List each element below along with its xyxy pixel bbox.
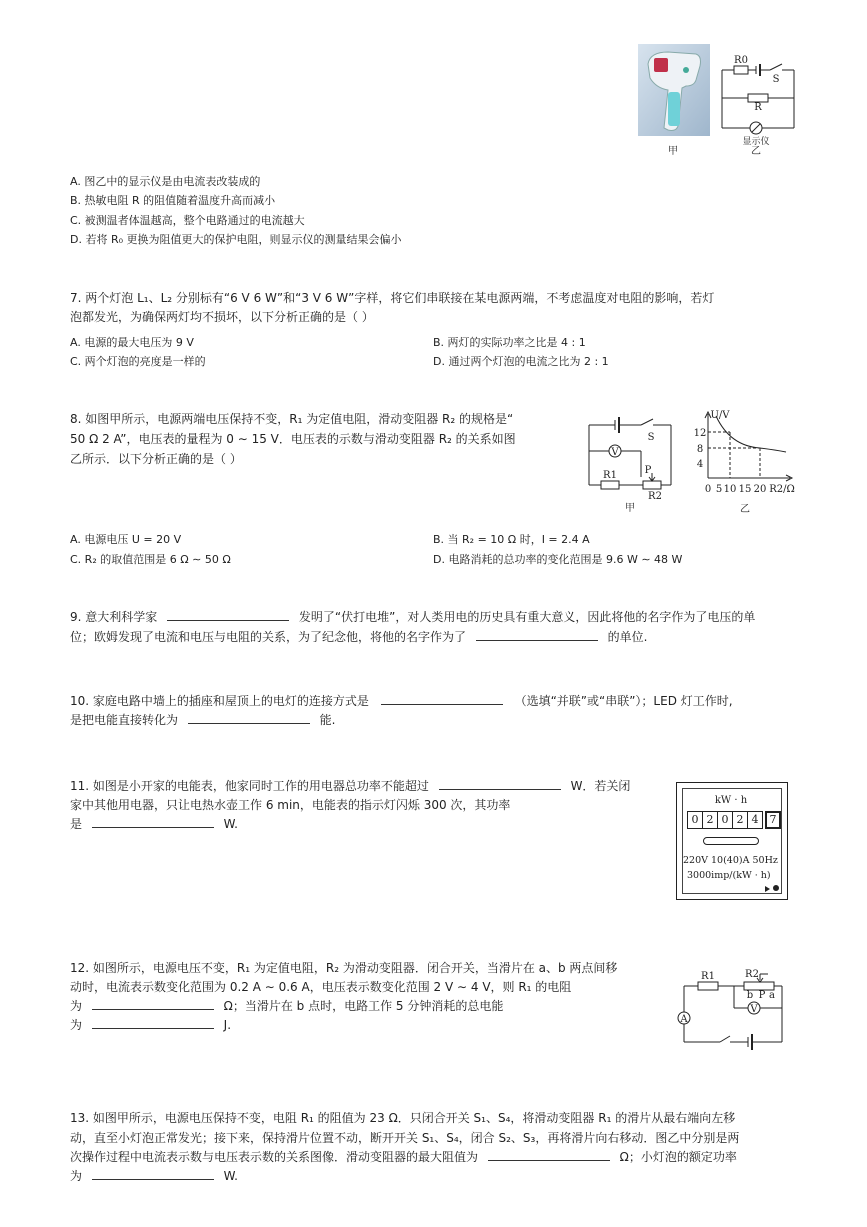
- slider-label: P: [758, 990, 766, 1001]
- meter-digit: 2: [703, 811, 718, 829]
- q9-blank-2[interactable]: [476, 628, 598, 641]
- x-tick-20: 20: [753, 484, 767, 495]
- q13-line-4: [70, 1167, 238, 1185]
- x-axis-label: R2/Ω: [769, 484, 795, 495]
- q12-text-d: J.: [223, 1018, 232, 1032]
- q9-text-c: 位；欧姆发现了电流和电压与电阻的关系，为了纪念他，将他的名字作为了: [70, 630, 467, 644]
- q10-text-b: （选填“并联”或“串联”）；LED 灯工作时,: [514, 694, 733, 708]
- ammeter-label: A: [680, 1014, 688, 1025]
- q9-blank-1[interactable]: [167, 608, 289, 621]
- q6-option-c: C. 被测温者体温越高，整个电路通过的电流越大: [70, 214, 305, 227]
- q9-text-b: 发明了“伏打电堆”，对人类用电的历史具有重大意义，因此将他的名字作为了电压的单: [298, 610, 756, 624]
- q7-option-c: C. 两个灯泡的亮度是一样的: [70, 355, 206, 368]
- q8-option-c: C. R₂ 的取值范围是 6 Ω ∼ 50 Ω: [70, 553, 231, 566]
- q9-text-d: 的单位.: [607, 630, 648, 644]
- meter-spec-2: 3000imp/(kW · h): [687, 870, 771, 881]
- q10-blank-2[interactable]: [188, 711, 310, 724]
- voltmeter-label: V: [750, 1004, 758, 1015]
- q11-line-1: [70, 777, 630, 795]
- q7-option-d: D. 通过两个灯泡的电流之比为 2 : 1: [433, 355, 609, 368]
- meter-digit: 0: [687, 811, 703, 829]
- q8-option-b: B. 当 R₂ = 10 Ω 时，I = 2.4 A: [433, 533, 590, 546]
- y-tick-8: 8: [696, 444, 704, 455]
- circuit-diagram-q8: [585, 415, 675, 515]
- q12-blank-2[interactable]: [92, 1016, 214, 1029]
- meter-digit: 2: [733, 811, 748, 829]
- q11-text-a: 11. 如图是小开家的电能表，他家同时工作的用电器总功率不能超过: [70, 779, 429, 793]
- y-tick-12: 12: [693, 428, 707, 439]
- q12-line-2: 动时，电流表示数变化范围为 0.2 A ∼ 0.6 A，电压表示数变化范围 2 V ∼ 4 V，则 R₁ 的电阻: [70, 980, 572, 994]
- q10-line-2: [70, 711, 336, 729]
- point-b-label: b: [746, 990, 754, 1001]
- q11-line-3: [70, 815, 238, 833]
- meter-digit: 4: [748, 811, 763, 829]
- q6-option-a: A. 图乙中的显示仪是由电流表改装成的: [70, 175, 261, 188]
- q13-blank-1[interactable]: [488, 1148, 610, 1161]
- y-tick-4: 4: [696, 459, 704, 470]
- electricity-meter: [676, 782, 788, 900]
- q10-text-c: 是把电能直接转化为: [70, 713, 179, 727]
- indicator-dot-icon: [773, 885, 779, 891]
- indicator-light-icon: [765, 886, 770, 892]
- q11-text-b: W．若关闭: [570, 779, 631, 793]
- r1-label: R1: [701, 971, 715, 982]
- q8-option-d: D. 电路消耗的总功率的变化范围是 9.6 W ∼ 48 W: [433, 553, 683, 566]
- q6-option-d: D. 若将 R₀ 更换为阻值更大的保护电阻，则显示仪的测量结果会偏小: [70, 233, 402, 246]
- switch-label: S: [647, 432, 655, 443]
- q13-text-d: W.: [223, 1169, 238, 1183]
- q8-line-1: 8. 如图甲所示，电源两端电压保持不变，R₁ 为定值电阻，滑动变阻器 R₂ 的规格是“: [70, 412, 514, 426]
- q11-text-c: 是: [70, 817, 83, 831]
- meter-disk: [703, 837, 759, 845]
- q7-option-a: A. 电源的最大电压为 9 V: [70, 336, 194, 349]
- q13-line-3: [70, 1148, 737, 1166]
- q8-line-2: 50 Ω 2 A”，电压表的量程为 0 ∼ 15 V．电压表的示数与滑动变阻器 R₂ 的关系如图: [70, 432, 516, 446]
- circuit-diagram-q12: [668, 966, 790, 1056]
- q12-text-b: Ω；当滑片在 b 点时，电路工作 5 分钟消耗的总电能: [223, 999, 504, 1013]
- meter-digits: [687, 811, 781, 829]
- q9-line-2: [70, 628, 648, 646]
- r2-label: R2: [648, 491, 662, 502]
- q8-line-3: 乙所示．以下分析正确的是（ ）: [70, 452, 242, 466]
- q12-line-1: 12. 如图所示，电源电压不变，R₁ 为定值电阻，R₂ 为滑动变阻器．闭合开关，当滑片在 a、b 两点间移: [70, 961, 618, 975]
- q13-text-c: 为: [70, 1169, 83, 1183]
- x-tick-10: 10: [723, 484, 737, 495]
- graph-q8: [690, 408, 800, 518]
- figure-label-jia: 甲: [625, 503, 635, 514]
- q12-blank-1[interactable]: [92, 997, 214, 1010]
- label-s: S: [772, 74, 780, 85]
- q13-text-b: Ω；小灯泡的额定功率: [619, 1150, 737, 1164]
- q10-text-d: 能.: [319, 713, 336, 727]
- figure-label-yi: 乙: [740, 504, 750, 515]
- q13-text-a: 次操作过程中电流表示数与电压表示数的关系图像．滑动变阻器的最大阻值为: [70, 1150, 479, 1164]
- q12-text-c: 为: [70, 1018, 83, 1032]
- q13-blank-2[interactable]: [92, 1167, 214, 1180]
- q12-text-a: 为: [70, 999, 83, 1013]
- q7-line-2: 泡都发光，为确保两灯均不损坏，以下分析正确的是（ ）: [70, 310, 374, 324]
- figure-label-jia: 甲: [668, 146, 678, 157]
- q8-option-a: A. 电源电压 U = 20 V: [70, 533, 182, 546]
- q11-blank-1[interactable]: [439, 777, 561, 790]
- meter-digit: 0: [718, 811, 733, 829]
- thermometer-photo: [638, 44, 710, 136]
- meter-unit: kW · h: [714, 795, 748, 806]
- q7-option-b: B. 两灯的实际功率之比是 4 : 1: [433, 336, 586, 349]
- q10-text-a: 10. 家庭电路中墙上的插座和屋顶上的电灯的连接方式是: [70, 694, 369, 708]
- q11-line-2: 家中其他用电器，只让电热水壶工作 6 min，电能表的指示灯闪烁 300 次，其功率: [70, 798, 511, 812]
- slider-label: P: [644, 465, 652, 476]
- y-axis-label: U/V: [710, 410, 730, 421]
- voltmeter-label: V: [611, 447, 619, 458]
- q6-option-b: B. 热敏电阻 R 的阻值随着温度升高而减小: [70, 194, 276, 207]
- label-r: R: [754, 102, 762, 113]
- q13-line-2: 动，直至小灯泡正常发光；接下来，保持滑片位置不动，断开开关 S₁、S₄，闭合 S₂、S₃，再将滑片向右移动．图乙中分别是两: [70, 1131, 740, 1145]
- x-tick-0: 0: [704, 484, 712, 495]
- r2-label: R2: [745, 969, 759, 980]
- x-tick-15: 15: [738, 484, 752, 495]
- label-display: 显示仪: [742, 137, 770, 147]
- q13-line-1: 13. 如图甲所示，电源电压保持不变，电阻 R₁ 的阻值为 23 Ω．只闭合开关 S₁、S₄，将滑动变阻器 R₁ 的滑片从最右端向左移: [70, 1111, 736, 1125]
- label-r0: R0: [734, 55, 748, 66]
- figure-label-yi: 乙: [751, 146, 761, 157]
- r1-label: R1: [603, 470, 617, 481]
- q10-blank-1[interactable]: [381, 692, 503, 705]
- q11-blank-2[interactable]: [92, 815, 214, 828]
- q7-line-1: 7. 两个灯泡 L₁、L₂ 分别标有“6 V 6 W”和“3 V 6 W”字样，将它们串联接在某电源两端，不考虑温度对电阻的影响，若灯: [70, 291, 715, 305]
- q12-line-4: [70, 1016, 231, 1034]
- x-tick-5: 5: [715, 484, 723, 495]
- meter-digit-decimal: 7: [765, 811, 781, 829]
- point-a-label: a: [769, 990, 775, 1001]
- q10-line-1: [70, 692, 733, 710]
- meter-spec-1: 220V 10(40)A 50Hz: [683, 855, 778, 866]
- q11-text-d: W.: [223, 817, 238, 831]
- q12-line-3: [70, 997, 503, 1015]
- q9-line-1: [70, 608, 755, 626]
- q9-text-a: 9. 意大利科学家: [70, 610, 158, 624]
